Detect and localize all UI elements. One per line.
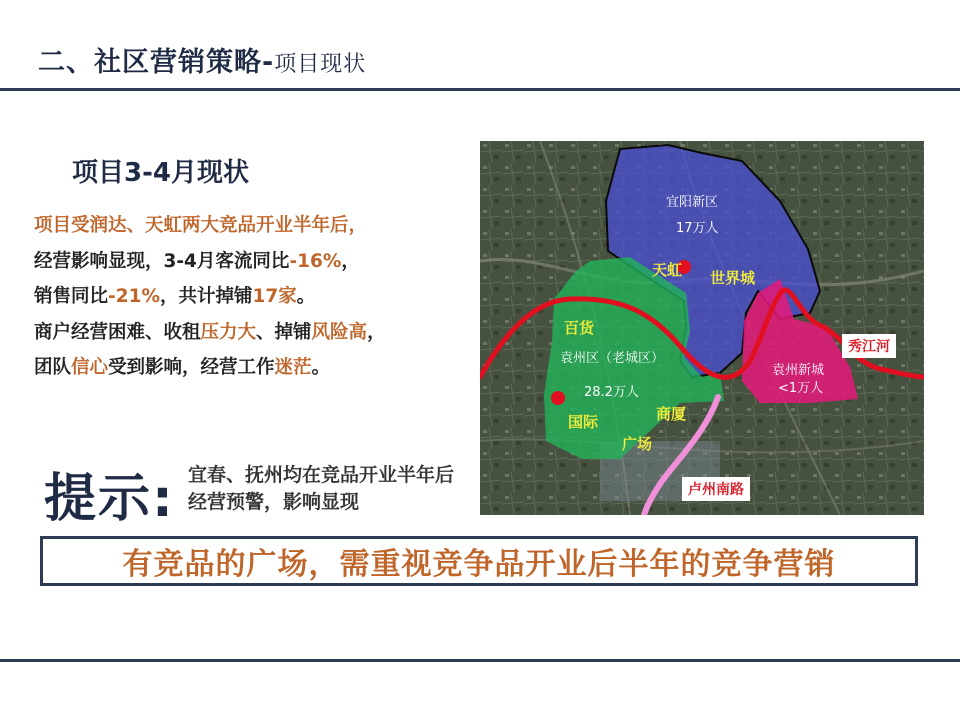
status-description — [34, 208, 494, 386]
guoji-marker — [551, 391, 565, 405]
poi-shijiecheng: 世界城 — [710, 269, 756, 287]
line5-text: 团队 — [34, 357, 72, 378]
poi-baihuo: 百货 — [564, 319, 595, 337]
road-tag: 卢州南路 — [682, 477, 750, 501]
closure-risk: 风险高 — [311, 321, 368, 343]
footer-divider — [0, 659, 960, 662]
status-line-1 — [34, 208, 494, 244]
line2-text: 经营影响显现，3-4月客流同比 — [34, 250, 290, 272]
closed-stores-count: 17家 — [252, 286, 297, 307]
header-divider — [0, 88, 960, 91]
rent-pressure: 压力大 — [200, 321, 257, 343]
sales-change: -21% — [108, 286, 160, 307]
page-title-sub: 项目现状 — [274, 52, 367, 77]
line2-punct: ， — [341, 250, 360, 272]
line5-text-b: 受到影响，经营工作 — [108, 357, 275, 378]
status-line-4 — [34, 315, 494, 351]
key-takeaway-banner — [40, 536, 918, 586]
status-line-5 — [34, 350, 494, 386]
line1-text: 项目受润达、天虹两大竞品开业半年后， — [34, 215, 368, 236]
poi-guoji: 国际 — [568, 413, 599, 431]
poi-shangsha: 商厦 — [656, 405, 687, 423]
status-line-3 — [34, 279, 494, 315]
work-confusion: 迷茫 — [274, 357, 312, 378]
tip-text: 宜春、抚州均在竞品开业半年后经营预警，影响显现 — [188, 464, 455, 513]
line4-punct: ， — [367, 321, 386, 343]
newtown-zone-name: 袁州新城 — [772, 363, 825, 378]
section-title: 项目3-4月现状 — [72, 158, 249, 188]
line3-text: 销售同比 — [34, 286, 109, 307]
yuanzhou-zone-pop: 28.2万人 — [584, 385, 639, 400]
yuanzhou-zone-name: 袁州区（老城区） — [560, 351, 665, 366]
yiyang-zone-name: 宜阳新区 — [666, 195, 719, 210]
tip-label: 提示: — [44, 469, 175, 529]
yiyang-zone-pop: 17万人 — [676, 221, 719, 236]
area-map — [480, 141, 924, 515]
line3-punct: 。 — [296, 286, 316, 307]
line3-text-b: ，共计掉铺 — [159, 286, 253, 307]
team-confidence: 信心 — [71, 357, 109, 378]
page-title — [38, 40, 366, 79]
poi-guangchang: 广场 — [622, 435, 653, 453]
status-line-2 — [34, 244, 494, 280]
line5-punct: 。 — [311, 357, 331, 378]
traffic-change: -16% — [289, 250, 342, 272]
page-title-main: 二、社区营销策略- — [38, 47, 275, 78]
river-tag: 秀江河 — [842, 334, 896, 358]
poi-tianhong: 天虹 — [652, 261, 683, 279]
key-takeaway-text: 有竞品的广场，需重视竞争品开业后半年的竞争营销 — [122, 547, 836, 582]
line4-text-b: 、掉铺 — [256, 321, 312, 343]
newtown-zone-pop: <1万人 — [778, 381, 824, 396]
line4-text: 商户经营困难、收租 — [34, 321, 201, 343]
